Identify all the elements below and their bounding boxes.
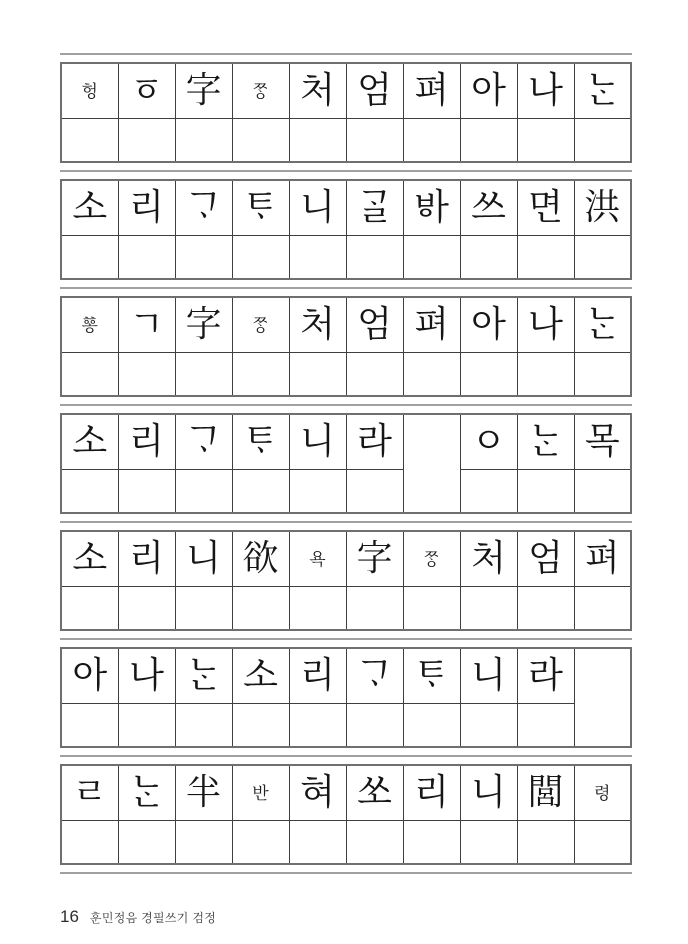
model-character: 목 — [584, 421, 620, 462]
practice-cell — [517, 236, 574, 280]
model-character: 리 — [129, 421, 164, 462]
char-cell — [232, 765, 289, 821]
model-character: 아 — [72, 655, 108, 696]
model-character: 엄 — [357, 70, 392, 111]
practice-cell — [460, 470, 517, 514]
practice-table — [60, 764, 632, 865]
practice-cell — [460, 119, 517, 163]
practice-cell — [232, 587, 289, 631]
practice-cell — [118, 470, 175, 514]
practice-cell — [61, 821, 118, 865]
char-cell — [460, 297, 517, 353]
model-character: ㄱ — [129, 304, 164, 345]
char-cell — [403, 180, 460, 236]
char-cell — [118, 765, 175, 821]
char-cell — [289, 414, 346, 470]
model-character: ᄐᆞ — [243, 421, 278, 462]
char-cell — [574, 531, 631, 587]
char-cell — [517, 180, 574, 236]
model-character: 령 — [594, 783, 611, 804]
model-character: ᄐᆞ — [243, 187, 278, 228]
char-cell — [232, 414, 289, 470]
char-cell — [517, 648, 574, 704]
char-cell — [175, 531, 232, 587]
char-cell — [175, 297, 232, 353]
model-character: 처 — [471, 538, 506, 579]
char-cell — [403, 648, 460, 704]
model-character: ᄍᆞᆼ — [252, 315, 269, 336]
practice-cell — [61, 353, 118, 397]
practice-row — [61, 119, 631, 163]
char-cell — [232, 648, 289, 704]
practice-cell — [61, 236, 118, 280]
practice-row — [61, 587, 631, 631]
block-top-rule — [60, 521, 632, 523]
practice-cell — [289, 236, 346, 280]
practice-cell — [403, 353, 460, 397]
practice-table — [60, 413, 632, 514]
model-character: 펴 — [584, 538, 620, 579]
char-cell — [289, 63, 346, 119]
practice-row — [61, 821, 631, 865]
practice-cell — [346, 704, 403, 748]
model-character: 半 — [185, 772, 222, 813]
char-cell — [118, 531, 175, 587]
char-cell — [289, 297, 346, 353]
practice-table — [60, 647, 632, 748]
model-character: 쏘 — [357, 772, 392, 813]
practice-cell — [289, 587, 346, 631]
model-character: 소 — [72, 538, 108, 579]
char-cell — [232, 531, 289, 587]
model-character: 소 — [243, 655, 278, 696]
practice-cell — [574, 821, 631, 865]
model-character: 字 — [185, 304, 222, 345]
practice-table — [60, 179, 632, 280]
practice-cell — [460, 704, 517, 748]
practice-row — [61, 353, 631, 397]
practice-cell — [403, 587, 460, 631]
practice-cell — [346, 236, 403, 280]
practice-cell — [175, 587, 232, 631]
practice-cell — [175, 236, 232, 280]
model-character: ᄀᆞ — [186, 187, 221, 228]
char-cell — [232, 180, 289, 236]
char-cell — [460, 180, 517, 236]
char-cell — [232, 297, 289, 353]
char-cell — [61, 531, 118, 587]
practice-cell — [346, 353, 403, 397]
practice-cell — [517, 353, 574, 397]
char-cell — [517, 297, 574, 353]
model-character: 나 — [129, 655, 164, 696]
model-character: ᄀᆞ — [186, 421, 221, 462]
char-cell — [118, 63, 175, 119]
bottom-closing-rule — [60, 872, 632, 874]
practice-cell — [460, 236, 517, 280]
model-character: 소 — [72, 421, 108, 462]
model-character: 면 — [528, 187, 563, 228]
model-character: 엄 — [528, 538, 563, 579]
model-character: ᄀᆞ — [357, 655, 392, 696]
practice-cell — [118, 587, 175, 631]
page-number: 16 — [60, 907, 79, 926]
model-character: 나 — [528, 304, 563, 345]
char-cell — [232, 63, 289, 119]
practice-cell — [517, 119, 574, 163]
char-cell — [118, 297, 175, 353]
char-cell — [118, 414, 175, 470]
model-character: ㅇ — [471, 421, 506, 462]
model-character-row — [61, 414, 631, 470]
practice-cell — [232, 119, 289, 163]
model-character: 니 — [300, 187, 335, 228]
model-character: 아 — [471, 70, 506, 111]
practice-cell — [517, 587, 574, 631]
practice-table — [60, 62, 632, 163]
practice-cell — [175, 353, 232, 397]
footer-title: 훈민정음 경필쓰기 검정 — [89, 911, 217, 925]
practice-cell — [232, 353, 289, 397]
char-cell — [346, 531, 403, 587]
char-cell — [403, 63, 460, 119]
model-character: 쓰 — [471, 187, 506, 228]
practice-table — [60, 530, 632, 631]
block-top-rule — [60, 53, 632, 55]
model-character: 字 — [356, 538, 393, 579]
practice-cell — [289, 821, 346, 865]
practice-cell — [232, 236, 289, 280]
model-character: 니 — [300, 421, 335, 462]
practice-row — [61, 236, 631, 280]
model-character: ㄹ — [72, 772, 108, 813]
model-character: 나 — [528, 70, 563, 111]
practice-cell — [61, 704, 118, 748]
char-cell — [346, 648, 403, 704]
block-top-rule — [60, 170, 632, 172]
practice-cell — [118, 119, 175, 163]
char-cell — [346, 414, 403, 470]
model-character: ㆆ — [129, 70, 164, 111]
model-character: 니 — [471, 772, 506, 813]
practice-cell — [61, 119, 118, 163]
model-character: 리 — [129, 187, 164, 228]
model-character: ᄂᆞᆫ — [528, 421, 563, 462]
practice-cell — [175, 704, 232, 748]
char-cell — [460, 531, 517, 587]
practice-cell — [517, 821, 574, 865]
practice-cell — [175, 470, 232, 514]
char-cell — [61, 180, 118, 236]
practice-cell — [61, 587, 118, 631]
model-character: ᄐᆞ — [414, 655, 449, 696]
block-top-rule — [60, 287, 632, 289]
char-cell — [403, 531, 460, 587]
model-character: 헝 — [81, 81, 98, 102]
practice-cell — [346, 470, 403, 514]
char-cell — [346, 180, 403, 236]
model-character: 閭 — [527, 772, 564, 813]
char-cell — [61, 297, 118, 353]
practice-cell — [232, 470, 289, 514]
char-cell — [61, 648, 118, 704]
model-character: ᅘᅩᆼ — [81, 315, 98, 336]
model-character-row — [61, 297, 631, 353]
model-character: 리 — [414, 772, 449, 813]
practice-cell — [118, 821, 175, 865]
practice-cell — [574, 470, 631, 514]
model-character: 엄 — [357, 304, 392, 345]
practice-cell — [232, 704, 289, 748]
model-character: ᄂᆞᆫ — [584, 70, 620, 111]
model-character: 처 — [300, 304, 335, 345]
model-character: 라 — [357, 421, 392, 462]
model-character: 洪 — [584, 187, 621, 228]
practice-cell — [289, 119, 346, 163]
practice-cell — [175, 119, 232, 163]
practice-cell — [460, 821, 517, 865]
model-character-row — [61, 63, 631, 119]
model-character: 펴 — [414, 70, 449, 111]
model-character: 혀 — [300, 772, 335, 813]
char-cell — [289, 765, 346, 821]
model-character-row — [61, 765, 631, 821]
practice-cell — [232, 821, 289, 865]
char-cell — [460, 765, 517, 821]
model-character: ᄀᆞᆯ — [357, 187, 392, 228]
model-character-row — [61, 180, 631, 236]
practice-cell — [517, 470, 574, 514]
practice-cell — [403, 704, 460, 748]
model-character: 니 — [471, 655, 506, 696]
char-cell — [346, 297, 403, 353]
char-cell — [118, 180, 175, 236]
practice-cell — [460, 353, 517, 397]
page-footer — [60, 907, 688, 927]
char-cell — [175, 648, 232, 704]
practice-cell — [61, 470, 118, 514]
char-cell — [61, 63, 118, 119]
practice-cell — [289, 470, 346, 514]
model-character: 欲 — [242, 538, 279, 579]
model-character: ᄍᆞᆼ — [423, 549, 440, 570]
char-cell — [61, 414, 118, 470]
model-character: 리 — [300, 655, 335, 696]
char-cell — [61, 765, 118, 821]
char-cell — [460, 648, 517, 704]
practice-cell — [118, 353, 175, 397]
model-character: ᄂᆞᆫ — [129, 772, 164, 813]
block-top-rule — [60, 404, 632, 406]
char-cell — [175, 63, 232, 119]
model-character-row — [61, 531, 631, 587]
model-character: 반 — [252, 783, 269, 804]
practice-cell — [346, 821, 403, 865]
char-cell — [574, 414, 631, 470]
char-cell — [403, 765, 460, 821]
model-character: ᄂᆞᆫ — [584, 304, 620, 345]
practice-cell — [517, 704, 574, 748]
practice-cell — [175, 821, 232, 865]
practice-cell — [403, 236, 460, 280]
practice-cell — [574, 587, 631, 631]
model-character: ᄂᆞᆫ — [186, 655, 221, 696]
practice-cell — [118, 704, 175, 748]
model-character: 라 — [528, 655, 563, 696]
char-cell — [403, 297, 460, 353]
practice-cell — [403, 821, 460, 865]
model-character: ᄍᆞᆼ — [252, 81, 269, 102]
practice-cell — [346, 587, 403, 631]
model-character: 욕 — [309, 549, 326, 570]
practice-cell — [574, 236, 631, 280]
char-cell — [175, 765, 232, 821]
worksheet — [60, 53, 688, 874]
practice-row — [61, 470, 631, 514]
model-character: 처 — [300, 70, 335, 111]
char-cell — [175, 414, 232, 470]
char-cell — [460, 414, 517, 470]
char-cell — [574, 63, 631, 119]
practice-cell — [118, 236, 175, 280]
practice-cell — [403, 119, 460, 163]
practice-cell — [574, 353, 631, 397]
char-cell — [517, 63, 574, 119]
model-character: 리 — [129, 538, 164, 579]
model-character: ᄫᅡ — [414, 187, 449, 228]
char-cell — [517, 531, 574, 587]
block-top-rule — [60, 638, 632, 640]
block-top-rule — [60, 755, 632, 757]
char-cell — [517, 414, 574, 470]
practice-table — [60, 296, 632, 397]
char-cell — [289, 648, 346, 704]
model-character: 소 — [72, 187, 108, 228]
char-cell — [346, 765, 403, 821]
practice-row — [61, 704, 631, 748]
char-cell — [517, 765, 574, 821]
model-character: 아 — [471, 304, 506, 345]
char-cell — [574, 297, 631, 353]
char-cell — [460, 63, 517, 119]
char-cell — [118, 648, 175, 704]
model-character: 펴 — [414, 304, 449, 345]
practice-cell — [289, 704, 346, 748]
char-cell — [175, 180, 232, 236]
model-character: 字 — [185, 70, 222, 111]
model-character-row — [61, 648, 631, 704]
char-cell — [574, 180, 631, 236]
char-cell — [574, 765, 631, 821]
char-cell — [346, 63, 403, 119]
practice-cell — [289, 353, 346, 397]
practice-cell — [346, 119, 403, 163]
merged-empty-cell — [574, 648, 631, 747]
char-cell — [289, 180, 346, 236]
model-character: 니 — [186, 538, 221, 579]
merged-empty-cell — [403, 414, 460, 513]
practice-cell — [574, 119, 631, 163]
practice-cell — [460, 587, 517, 631]
char-cell — [289, 531, 346, 587]
